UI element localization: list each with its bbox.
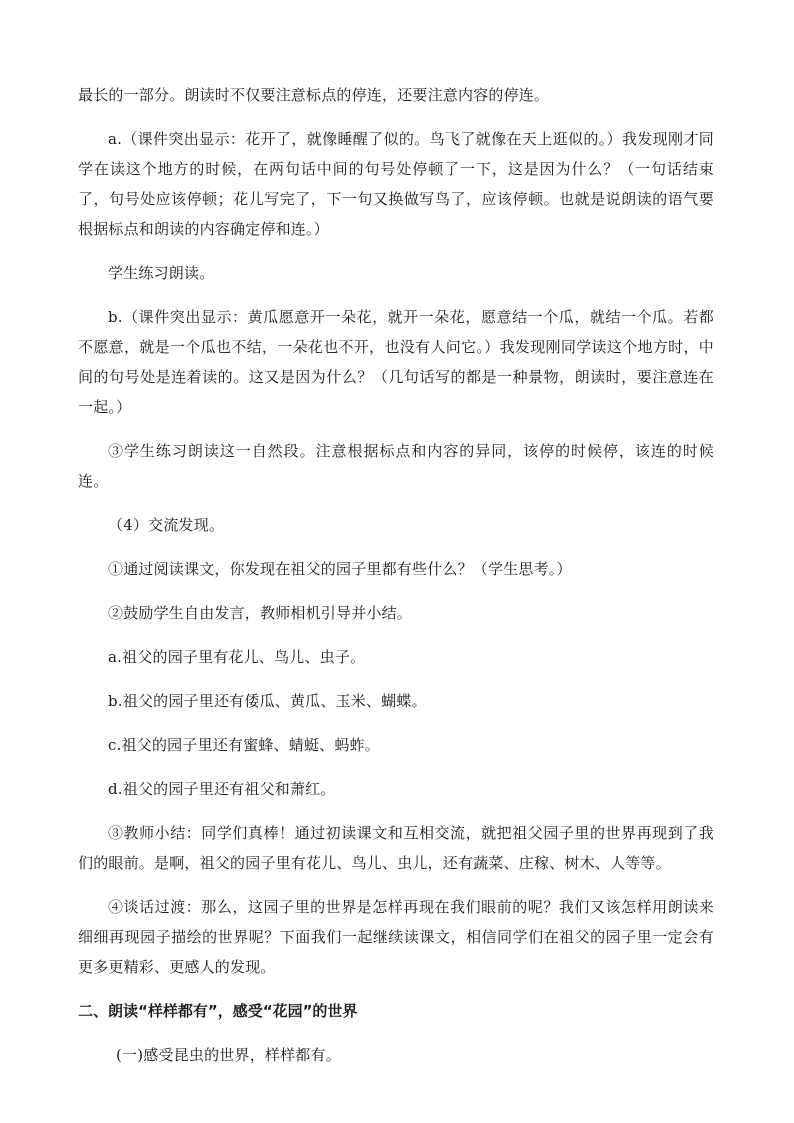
section-heading: 二、朗读“样样都有”，感受“花园”的世界 (78, 1002, 358, 1020)
paragraph-question-1: ①通过阅读课文，你发现在祖父的园子里都有些什么？（学生思考。） (108, 560, 572, 578)
paragraph-summary: ③教师小结：同学们真棒！通过初读课文和互相交流，就把祖父园子里的世界再现到了我们的眼前。是啊，祖父的园子里有花儿、鸟儿、虫儿，还有蔬菜、庄稼、树木、人等等。 (78, 824, 714, 872)
paragraph-exchange: （4）交流发现。 (108, 516, 225, 534)
list-item-c: c.祖父的园子里还有蜜蜂、蜻蜓、蚂蚱。 (108, 736, 380, 754)
subsection-heading: (一)感受昆虫的世界，样样都有。 (116, 1046, 341, 1064)
list-item-a: a.祖父的园子里有花儿、鸟儿、虫子。 (108, 648, 366, 666)
paragraph-question-2: ②鼓励学生自由发言，教师相机引导并小结。 (108, 604, 413, 622)
paragraph-practice: 学生练习朗读。 (108, 264, 215, 282)
paragraph-continuation: 最长的一部分。朗读时不仅要注意标点的停连，还要注意内容的停连。 (78, 86, 550, 104)
list-item-b: b.祖父的园子里还有倭瓜、黄瓜、玉米、蝴蝶。 (108, 692, 427, 710)
list-item-d: d.祖父的园子里还有祖父和萧红。 (108, 780, 336, 798)
paragraph-b-example: b.（课件突出显示：黄瓜愿意开一朵花，就开一朵花，愿意结一个瓜，就结一个瓜。若都不愿意，就是一个瓜也不结，一朵花也不开，也没有人问它。）我发现刚同学读这个地方时，中间的句号处是连着读的。这又是因为什么？（几句话写的都是一种景物，朗读时，要注意连在一起。） (78, 308, 714, 416)
paragraph-a-example: a.（课件突出显示：花开了，就像睡醒了似的。鸟飞了就像在天上逛似的。）我发现刚才同学在读这个地方的时候，在两句话中间的句号处停顿了一下，这是因为什么？（一句话结束了，句号处应该停顿；花儿写完了，下一句又换做写鸟了，应该停顿。也就是说朗读的语气要根据标点和朗读的内容确定停和连。） (78, 130, 714, 238)
paragraph-transition: ④谈话过渡：那么，这园子里的世界是怎样再现在我们眼前的呢？我们又该怎样用朗读来细细再现园子描绘的世界呢？下面我们一起继续读课文，相信同学们在祖父的园子里一定会有更多更精彩、更感人的发现。 (78, 898, 714, 976)
paragraph-step-3: ③学生练习朗读这一自然段。注意根据标点和内容的异同，该停的时候停，该连的时候连。 (78, 442, 714, 490)
